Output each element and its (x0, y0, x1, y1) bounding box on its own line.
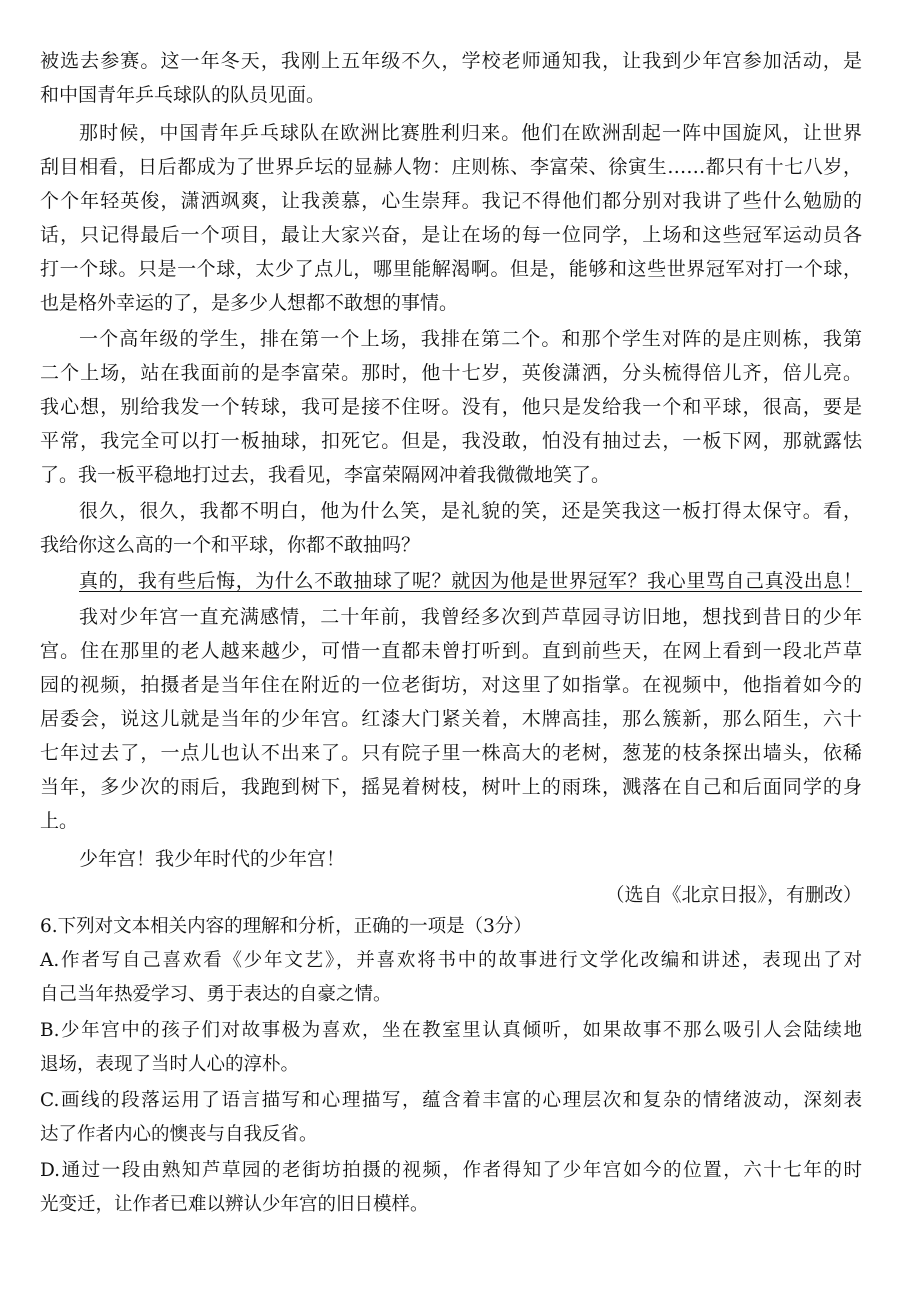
passage-line: 很久，很久，我都不明白，他为什么笑，是礼貌的笑，还是笑我这一板打得太保守。看， (79, 500, 862, 522)
passage-line: 刮目相看，日后都成为了世界乒坛的显赫人物：庄则栋、李富荣、徐寅生……都只有十七八岁， (40, 156, 862, 178)
passage-line: 我给你这么高的一个和平球，你都不敢抽吗？ (40, 534, 421, 556)
passage-line: 当年，多少次的雨后，我跑到树下，摇晃着树枝，树叶上的雨珠，溅落在自己和后面同学的身 (40, 776, 862, 798)
passage-line: 我心想，别给我发一个转球，我可是接不住呀。没有，他只是发给我一个和平球，很高，要是 (40, 396, 862, 418)
passage-line: 打一个球。只是一个球，太少了点儿，哪里能解渴啊。但是，能够和这些世界冠军对打一个球， (40, 258, 862, 280)
option-a: A.作者写自己喜欢看《少年文艺》，并喜欢将书中的故事进行文学化改编和讲述，表现出了对 (40, 950, 862, 971)
passage-line: 了。我一板平稳地打过去，我看见，李富荣隔网冲着我微微地笑了。 (40, 464, 611, 486)
passage-line: 也是格外幸运的了，是多少人想都不敢想的事情。 (40, 292, 459, 314)
passage-line: 居委会，说这儿就是当年的少年宫。红漆大门紧关着，木牌高挂，那么簇新，那么陌生，六十 (40, 708, 862, 730)
option-b: B.少年宫中的孩子们对故事极为喜欢，坐在教室里认真倾听，如果故事不那么吸引人会陆续地 (40, 1020, 862, 1041)
passage-line: 个个年轻英俊，潇洒飒爽，让我羡慕，心生崇拜。我记不得他们都分别对我讲了些什么勉励的 (40, 190, 862, 212)
passage-line: 少年宫！我少年时代的少年宫！ (79, 848, 346, 870)
passage-line: 宫。住在那里的老人越来越少，可惜一直都未曾打听到。直到前些天，在网上看到一段北芦草 (40, 640, 862, 662)
passage-line: 话，只记得最后一个项目，最让大家兴奋，是让在场的每一位同学，上场和这些冠军运动员各 (40, 224, 862, 246)
passage-line: 那时候，中国青年乒乓球队在欧洲比赛胜利归来。他们在欧洲刮起一阵中国旋风，让世界 (79, 122, 862, 144)
option-c-continued: 达了作者内心的懊丧与自我反省。 (40, 1124, 318, 1145)
passage-line: 二个上场，站在我面前的是李富荣。那时，他十七岁，英俊潇洒，分头梳得倍儿齐，倍儿亮。 (40, 362, 862, 384)
passage-line: 一个高年级的学生，排在第一个上场，我排在第二个。和那个学生对阵的是庄则栋，我第 (79, 328, 862, 350)
underlined-paragraph: 真的，我有些后悔，为什么不敢抽球了呢？就因为他是世界冠军？我心里骂自己真没出息！ (79, 570, 862, 592)
passage-line: 被选去参赛。这一年冬天，我刚上五年级不久，学校老师通知我，让我到少年宫参加活动，是 (40, 50, 862, 72)
option-d: D.通过一段由熟知芦草园的老街坊拍摄的视频，作者得知了少年宫如今的位置，六十七年的时 (40, 1160, 862, 1181)
source-citation: （选自《北京日报》，有删改） (605, 884, 862, 906)
option-a-continued: 自己当年热爱学习、勇于表达的自豪之情。 (40, 984, 392, 1005)
passage-line: 我对少年宫一直充满感情，二十年前，我曾经多次到芦草园寻访旧地，想找到昔日的少年 (79, 606, 862, 628)
passage-line: 七年过去了，一点儿也认不出来了。只有院子里一株高大的老树，葱茏的枝条探出墙头，依稀 (40, 742, 862, 764)
question-stem: 6.下列对文本相关内容的理解和分析，正确的一项是（3分） (40, 916, 532, 937)
passage-line: 和中国青年乒乓球队的队员见面。 (40, 84, 326, 106)
passage-line: 平常，我完全可以打一板抽球，扣死它。但是，我没敢，怕没有抽过去，一板下网，那就露怯 (40, 430, 862, 452)
passage-line: 园的视频，拍摄者是当年住在附近的一位老街坊，对这里了如指掌。在视频中，他指着如今的 (40, 674, 862, 696)
option-d-continued: 光变迁，让作者已难以辨认少年宫的旧日模样。 (40, 1194, 429, 1215)
passage-line: 上。 (40, 810, 79, 832)
option-b-continued: 退场，表现了当时人心的淳朴。 (40, 1054, 300, 1075)
option-c: C.画线的段落运用了语言描写和心理描写，蕴含着丰富的心理层次和复杂的情绪波动，深刻表 (40, 1090, 862, 1111)
